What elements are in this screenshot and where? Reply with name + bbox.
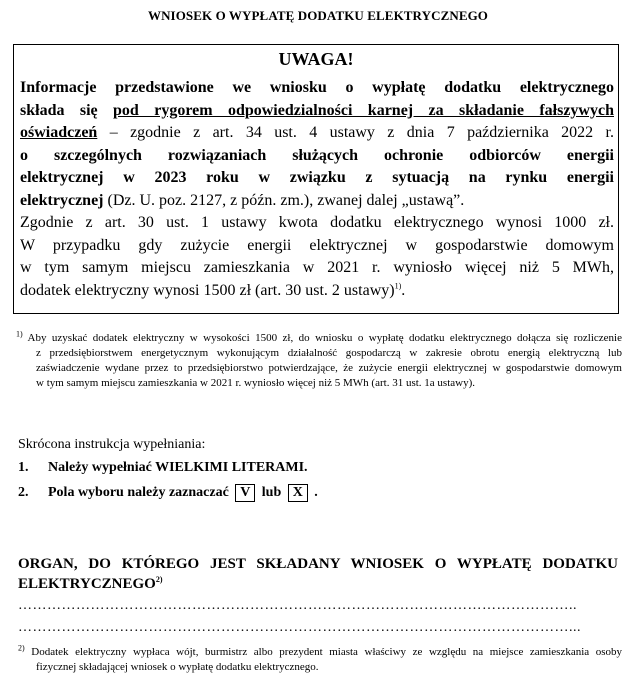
instructions-title: Skrócona instrukcja wypełniania: [18,437,206,452]
footnote-2-row-2: fizycznej składającej wniosek o wypłatę dodatku elektrycznego. [36,661,319,673]
notice-line-9: w tym samym miejscu zamieszkania w 2021 r. wyniosło więcej niż 5 MWh, [20,259,614,276]
footnote-1-row-4: w tym samym miejscu zamieszkania w 2021 r. wyniosło więcej niż 5 MWh (art. 31 ust. 1a ustawy). [36,377,475,389]
notice-line-2 [20,100,614,123]
notice-line-1: Informacje przedstawione we wniosku o wypłatę dodatku elektrycznego [20,79,614,96]
checkbox-example-x: X [288,484,308,502]
organ-heading [18,554,618,594]
footnote-ref-2: 2) [155,575,163,584]
notice-line-7: Zgodnie z art. 30 ust. 1 ustawy kwota dodatku elektrycznego wynosi 1000 zł. [20,214,614,231]
notice-line-6 [20,190,614,213]
document-title: WNIOSEK O WYPŁATĘ DODATKU ELEKTRYCZNEGO [147,8,489,23]
notice-line-5: elektrycznej w 2023 roku w związku z sytuacją na rynku energii [20,169,614,186]
notice-line-4: o szczególnych rozwiązaniach służących ochronie odbiorców energii [20,146,614,164]
footnote-1-row-1 [16,331,622,346]
notice-line-10 [20,280,614,303]
instruction-text-1: Należy wypełniać WIELKIMI LITERAMI. [48,460,308,475]
instruction-end: . [314,485,318,501]
checkbox-example-v: V [235,484,255,502]
footnote-2-text-1: Dodatek elektryczny wypłaca wójt, burmistrz albo prezydent miasta właściwy ze względu na miejsce zamieszkania osoby [31,646,622,658]
notice-line-2-start: składa się [20,101,114,119]
organ-field-line-2[interactable]: ……………………………………………………………………………………………………... [18,620,581,635]
instruction-item-2 [18,484,318,502]
instruction-number-1: 1. [18,460,29,475]
notice-line-10-text: dodatek elektryczny wynosi 1500 zł (art. 30 ust. 2 ustawy) [20,281,395,299]
notice-text [20,77,614,302]
footnote-ref-1: 1) [394,281,402,291]
organ-heading-line-1: ORGAN, DO KTÓREGO JEST SKŁADANY WNIOSEK O WYPŁATĘ DODATKU [18,556,618,572]
footnote-2-marker: 2) [18,645,25,653]
notice-line-3 [20,122,614,145]
footnote-2 [18,645,622,675]
footnote-1-marker: 1) [16,331,23,339]
instruction-number-2: 2. [18,485,29,501]
footnote-1-text-1: Aby uzyskać dodatek elektryczny w wysokości 1500 zł, do wniosku o wypłatę dodatku elektrycznego dołącza się rozliczenie [27,332,622,344]
footnote-1 [16,331,622,391]
notice-line-6-rest: (Dz. U. poz. 2127, z późn. zm.), zwanej dalej „ustawą”. [103,191,465,209]
instruction-text-2: Pola wyboru należy zaznaczać [48,485,229,501]
notice-line-6-bold: elektrycznej [20,191,104,209]
footnote-2-row-1 [18,645,622,660]
footnote-1-row-3: zaświadczenie wydane przez to przedsiębiorstwo potwierdzające, że zużycie energii elektrycznej w gospodarstwie domowym [36,362,622,374]
notice-line-8: W przypadku gdy zużycie energii elektrycznej w gospodarstwie domowym [20,236,614,254]
notice-heading: UWAGA! [278,49,354,69]
notice-box [13,44,619,314]
notice-line-3-underlined: oświadczeń [20,124,98,141]
organ-field-line-1[interactable]: …………………………………………………………………………………………………….. [18,598,577,613]
footnote-1-row-2: z przedsiębiorstwem energetycznym wykonującym działalność gospodarczą w zakresie obrotu energią elektryczną lub [36,347,622,359]
notice-line-3-rest: – zgodnie z art. 34 ust. 4 ustawy z dnia 7 października 2022 r. [97,124,614,141]
notice-line-2-underlined: pod rygorem odpowiedzialności karnej za składanie fałszywych [113,101,614,119]
organ-heading-line-2: ELEKTRYCZNEGO [18,576,156,592]
instruction-item-1 [18,460,308,476]
instruction-or: lub [261,485,282,501]
notice-line-10-end: . [401,281,406,299]
